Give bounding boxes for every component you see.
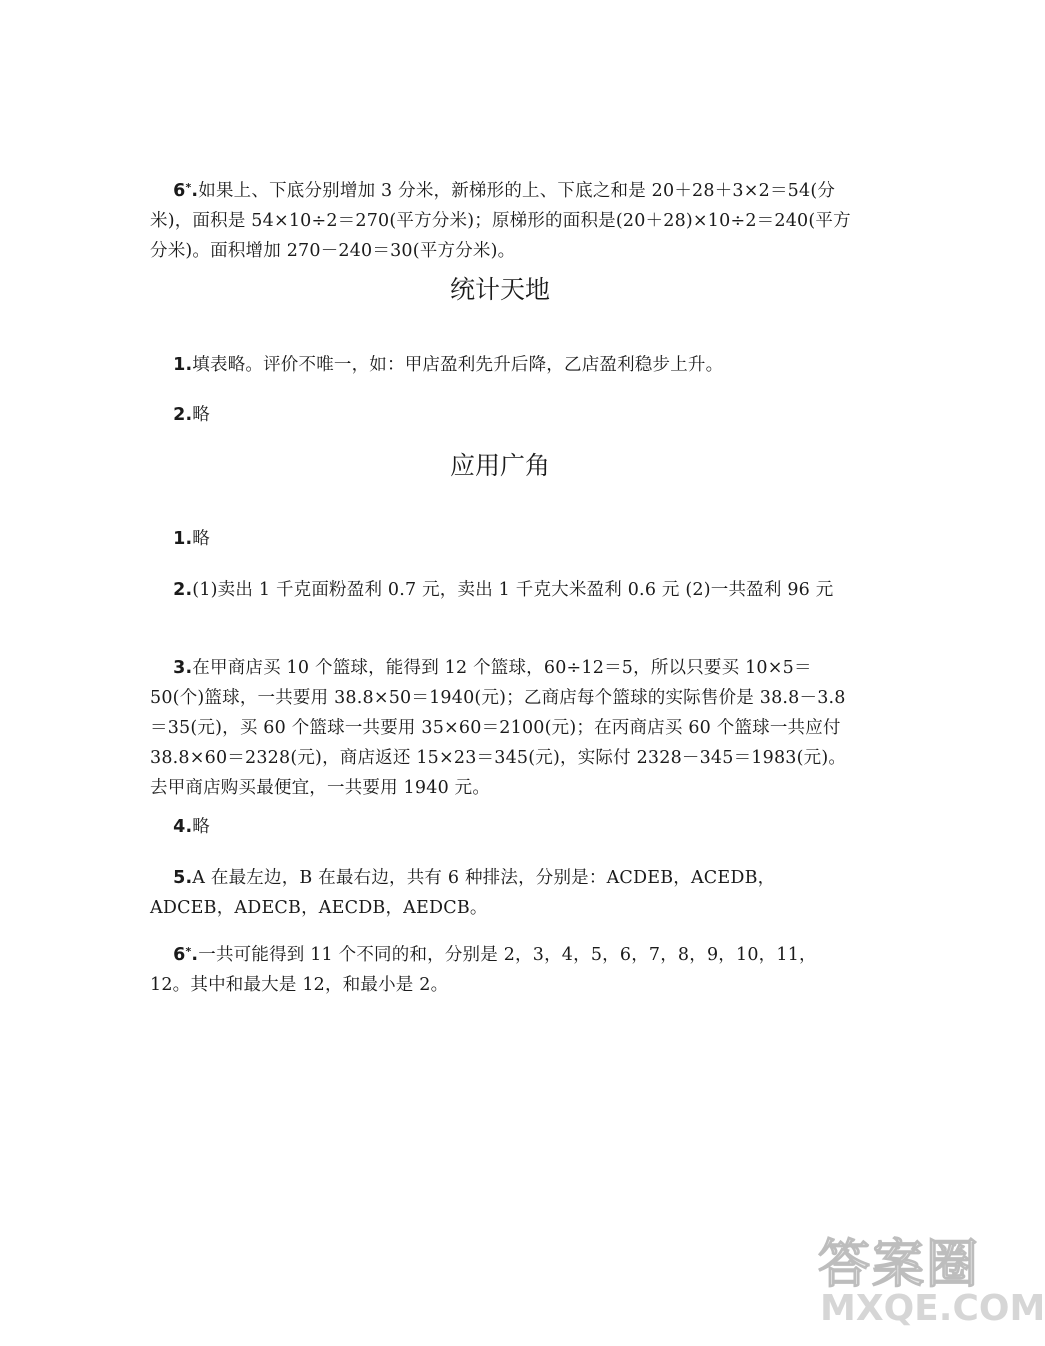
item-dot: . — [191, 945, 199, 965]
item-text: A 在最左边，B 在最右边，共有 6 种排法，分别是：ACDEB，ACEDB，ADCEB，ADECB，AECDB，AEDCB。 — [150, 868, 776, 918]
item-number: 6 — [173, 945, 186, 965]
item-number: 2. — [173, 580, 193, 600]
item-dot: . — [191, 181, 199, 201]
applied-item-2 — [150, 545, 855, 635]
section-title-stats: 统计天地 — [449, 275, 550, 304]
item-number: 3. — [173, 658, 193, 678]
item-text: 填表略。评价不唯一，如：甲店盈利先升后降，乙店盈利稳步上升。 — [192, 355, 724, 375]
item-text: 一共可能得到 11 个不同的和，分别是 2，3，4，5，6，7，8，9，10，11，12。其中和最大是 12，和最小是 2。 — [150, 945, 817, 995]
item-text: 略 — [192, 817, 210, 837]
watermark — [818, 1222, 1045, 1342]
star-mark: * — [185, 181, 192, 194]
item-number: 2. — [173, 405, 193, 425]
item-text: 略 — [192, 405, 210, 425]
applied-item-6 — [150, 910, 855, 1030]
watermark-logo-text: 答案圈 — [818, 1235, 981, 1295]
item-number: 1. — [173, 355, 193, 375]
star-mark: * — [185, 945, 192, 958]
item-text: (1)卖出 1 千克面粉盈利 0.7 元，卖出 1 千克大米盈利 0.6 元 (2)一共盈利 96 元 — [192, 580, 834, 600]
item-text: 在甲商店买 10 个篮球，能得到 12 个篮球，60÷12＝5，所以只要买 10×5＝50(个)篮球，一共要用 38.8×50＝1940(元)；乙商店每个篮球的实际售价是 38.8－3.8＝35(元)，买 60 个篮球一共要用 35×60＝2100(元)；在丙商店买 60 个篮球一共应付 38.8×60＝2328(元)，商店返还 15×23＝345(元)，实际付 2328－345＝1983(元)。去甲商店购买最便宜，一共要用 1940 元。 — [150, 658, 847, 798]
section-title-applied: 应用广角 — [449, 451, 550, 480]
item-text: 略 — [192, 529, 210, 549]
item-text: 如果上、下底分别增加 3 分米，新梯形的上、下底之和是 20＋28＋3×2＝54(分米)，面积是 54×10÷2＝270(平方分米)；原梯形的面积是(20＋28)×10÷2＝240(平方分米)。面积增加 270－240＝30(平方分米)。 — [150, 181, 851, 261]
item-number: 1. — [173, 529, 193, 549]
item-number: 5. — [173, 868, 193, 888]
item-number: 6 — [173, 181, 186, 201]
watermark-site-text: MXQE.COM — [820, 1288, 1045, 1329]
item-number: 4. — [173, 817, 193, 837]
